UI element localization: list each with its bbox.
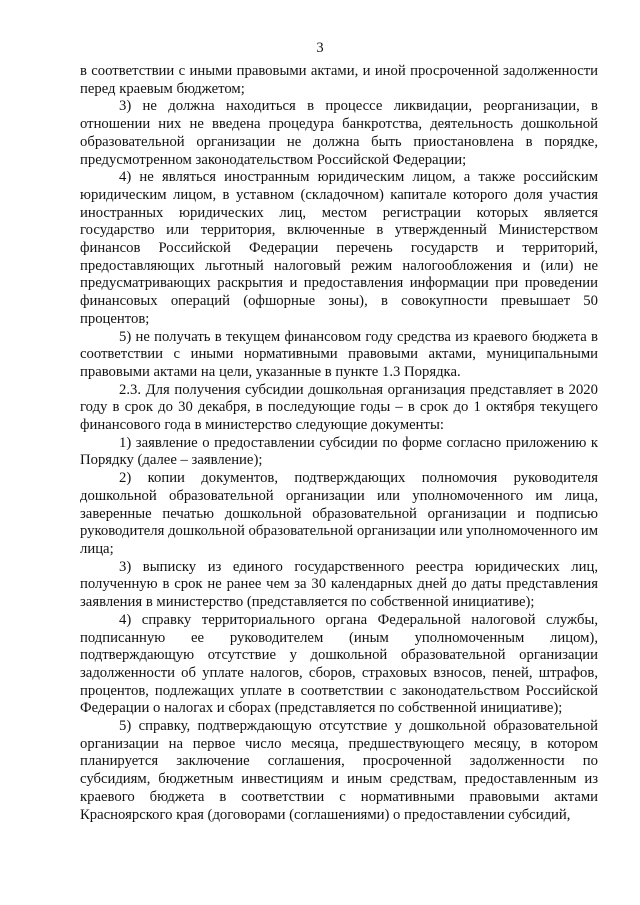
paragraph-section-2-3: 2.3. Для получения субсидии дошкольная организация представляет в 2020 году в срок до 30 декабря, в последующие годы – в срок до 1 октября текущего финансового года в министерство следующие документы:	[80, 381, 598, 434]
paragraph-doc-2-copies: 2) копии документов, подтверждающих полномочия руководителя дошкольной образовательной организации или уполномоченного им лица, заверенные печатью дошкольной образовательной организации и подписью руководителя дошкольной образовательной организации или уполномоченного им лица;	[80, 470, 598, 557]
paragraph-doc-5-debt-certificate: 5) справку, подтверждающую отсутствие у дошкольной образовательной организации на первое число месяца, предшествующего месяцу, в котором планируется заключение соглашения, просроченной задолженности по субсидиям, бюджетным инвестициям и иным средствам, предоставленным из краевого бюджета в соответствии с нормативными правовыми актами Красноярского края (договорами (соглашениями) о предоставлении субсидий,	[80, 718, 598, 823]
paragraph-item-4-foreign-entity: 4) не являться иностранным юридическим лицом, а также российским юридическим лицом, в уставном (складочном) капитале которого доля участия иностранных юридических лиц, местом регистрации которых является государство или территория, включенные в утвержденный Министерством финансов Российской Федерации перечень государств и территорий, предоставляющих льготный налоговый режим налогообложения и (или) не предусматривающих раскрытия и предоставления информации при проведении финансовых операций (офшорные зоны), в совокупности превышает 50 процентов;	[80, 169, 598, 327]
paragraph-doc-3-registry-extract: 3) выписку из единого государственного реестра юридических лиц, полученную в срок не ранее чем за 30 календарных дней до даты представления заявления в министерство (представляется по собственной инициативе);	[80, 558, 598, 611]
document-body	[80, 63, 598, 824]
paragraph-item-5-no-funds: 5) не получать в текущем финансовом году средства из краевого бюджета в соответствии с иными нормативными правовыми актами, муниципальными правовыми актами на цели, указанные в пункте 1.3 Порядка.	[80, 328, 598, 380]
paragraph-doc-4-tax-certificate: 4) справку территориального органа Федеральной налоговой службы, подписанную ее руководителем (иным уполномоченным лицом), подтверждающую отсутствие у дошкольной образовательной организации задолженности об уплате налогов, сборов, страховых взносов, пеней, штрафов, процентов, подлежащих уплате в соответствии с законодательством Российской Федерации о налогах и сборах (представляется по собственной инициативе);	[80, 611, 598, 717]
paragraph-doc-1-application: 1) заявление о предоставлении субсидии по форме согласно приложению к Порядку (далее – заявление);	[80, 434, 598, 469]
paragraph-continuation: в соответствии с иными правовыми актами, и иной просроченной задолженности перед краевым бюджетом;	[80, 63, 598, 97]
paragraph-item-3-liquidation: 3) не должна находиться в процессе ликвидации, реорганизации, в отношении них не введена процедура банкротства, деятельность дошкольной образовательной организации не должна быть приостановлена в порядке, предусмотренном законодательством Российской Федерации;	[80, 98, 598, 168]
page-number: 3	[316, 40, 324, 56]
